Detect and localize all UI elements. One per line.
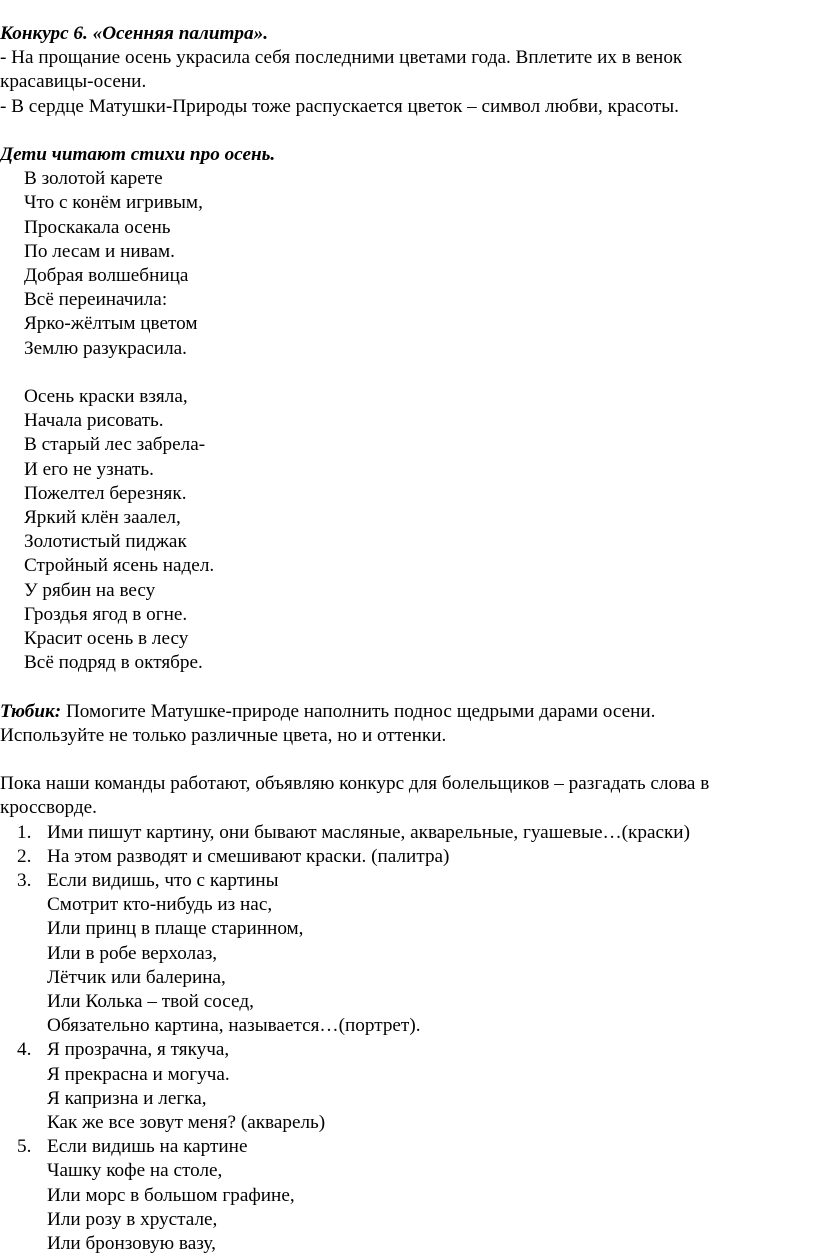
list-text-continuation: Или розу в хрустале,	[47, 1208, 218, 1230]
list-text: На этом разводят и смешивают краски. (палитра)	[47, 845, 450, 867]
poem-line: Яркий клён заалел,	[24, 507, 181, 529]
contest-intro-line: - В сердце Матушки-Природы тоже распускается цветок – символ любви, красоты.	[0, 95, 679, 117]
poem-line: Ярко-жёлтым цветом	[24, 313, 198, 335]
list-text-continuation: Или в робе верхолаз,	[47, 942, 218, 964]
poem-line: Всё переиначила:	[24, 289, 168, 311]
contest-intro-line: - На прощание осень украсила себя последними цветами года. Вплетите их в венок	[0, 47, 683, 69]
list-text-continuation: Лётчик или балерина,	[47, 966, 226, 988]
list-number: 3.	[17, 870, 32, 892]
list-number: 4.	[17, 1039, 32, 1061]
tyubik-text-line: Используйте не только различные цвета, но и оттенки.	[0, 724, 447, 746]
poem-line: Землю разукрасила.	[24, 337, 187, 359]
poem-line: Всё подряд в октябре.	[24, 652, 203, 674]
list-text: Если видишь, что с картины	[47, 870, 279, 892]
poem-line: Проскакала осень	[24, 216, 171, 238]
list-item	[0, 845, 810, 869]
spacer	[0, 361, 810, 385]
list-text-continuation: Или бронзовую вазу,	[47, 1233, 216, 1255]
list-text-continuation: Смотрит кто-нибудь из нас,	[47, 894, 273, 916]
list-number: 1.	[17, 821, 32, 843]
list-number: 5.	[17, 1136, 32, 1158]
poem-line: Начала рисовать.	[24, 410, 164, 432]
poem-line: Стройный ясень надел.	[24, 555, 215, 577]
list-number: 2.	[17, 845, 32, 867]
spacer	[0, 675, 810, 699]
list-text-continuation: Я капризна и легка,	[47, 1087, 207, 1109]
poem-line: У рябин на весу	[24, 579, 156, 601]
poem-line: Пожелтел березняк.	[24, 482, 187, 504]
crossword-intro-line: кроссворде.	[0, 797, 97, 819]
list-text-continuation: Обязательно картина, называется…(портрет).	[47, 1015, 421, 1037]
list-text-continuation: Или Колька – твой сосед,	[47, 991, 254, 1013]
list-text-continuation: Или принц в плаще старинном,	[47, 918, 304, 940]
contest-intro-line: красавицы-осени.	[0, 71, 147, 93]
poem-line: По лесам и нивам.	[24, 240, 175, 262]
poem-line: Золотистый пиджак	[24, 531, 187, 553]
poem-stanza-1	[0, 167, 810, 361]
list-item	[0, 1038, 810, 1062]
list-item	[0, 1135, 810, 1159]
crossword-intro-line: Пока наши команды работают, объявляю конкурс для болельщиков – разгадать слова в	[0, 773, 710, 795]
poem-line: Что с конём игривым,	[24, 192, 203, 214]
poem-line: В золотой карете	[24, 168, 163, 190]
tyubik-speaker: Тюбик:	[0, 700, 62, 722]
crossword-list	[0, 821, 810, 1256]
list-text-continuation: Чашку кофе на столе,	[47, 1160, 223, 1182]
list-text: Я прозрачна, я тякуча,	[47, 1039, 230, 1061]
list-text: Если видишь на картине	[47, 1136, 248, 1158]
spacer	[0, 748, 810, 772]
spacer	[0, 119, 810, 143]
list-item	[0, 869, 810, 893]
contest-title: Конкурс 6. «Осенняя палитра».	[0, 23, 268, 44]
tyubik-text: Помогите Матушке-природе наполнить поднос щедрыми дарами осени.	[61, 700, 656, 722]
poem-stanza-2	[0, 385, 810, 675]
list-text-continuation: Я прекрасна и могуча.	[47, 1063, 230, 1085]
list-text-continuation: Как же все зовут меня? (акварель)	[47, 1112, 326, 1134]
poem-line: Красит осень в лесу	[24, 628, 189, 650]
poem-line: Добрая волшебница	[24, 265, 189, 287]
poem-line: И его не узнать.	[24, 458, 154, 480]
tyubik-paragraph	[0, 700, 810, 724]
poem-heading: Дети читают стихи про осень.	[0, 144, 276, 165]
poem-line: В старый лес забрела-	[24, 434, 206, 456]
document-page	[0, 22, 810, 1256]
list-item	[0, 821, 810, 845]
list-text: Ими пишут картину, они бывают масляные, акварельные, гуашевые…(краски)	[47, 821, 690, 843]
list-text-continuation: Или морс в большом графине,	[47, 1184, 295, 1206]
poem-line: Гроздья ягод в огне.	[24, 603, 188, 625]
poem-line: Осень краски взяла,	[24, 386, 188, 408]
